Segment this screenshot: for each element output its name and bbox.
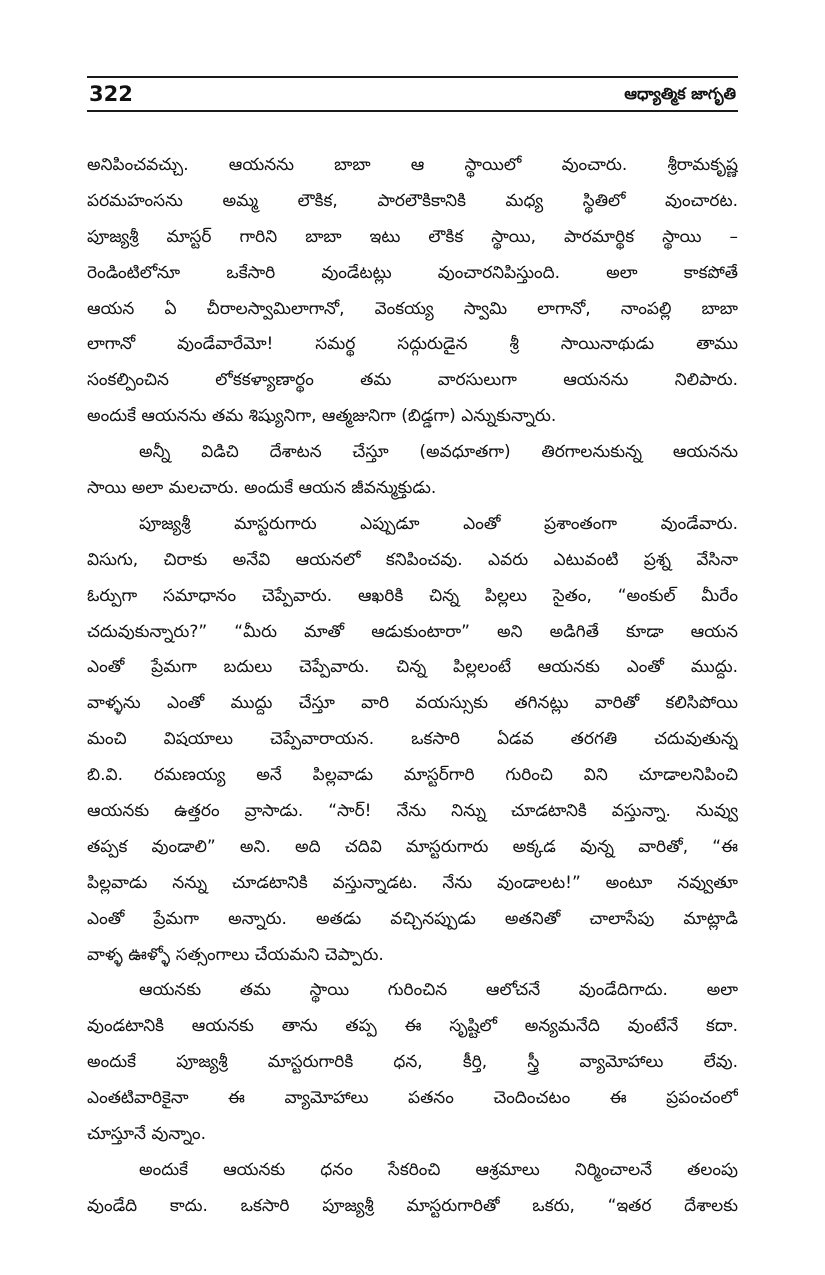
text-line: పూజ్యశ్రీ మాస్టర్ గారిని బాబా ఇటు లౌకిక స్థాయి, పారమార్థిక స్థాయి – xyxy=(87,226,738,247)
text-line: అనిపించవచ్చు. ఆయనను బాబా ఆ స్థాయిలో వుంచారు. శ్రీరామకృష్ణ xyxy=(87,155,738,175)
text-line: తప్పక వుండాలి” అని. అది చదివి మాస్టరుగారు అక్కడ వున్న వారితో, “ఈ xyxy=(87,836,738,857)
text-line: ఆయనకు తమ స్థాయి గురించిన ఆలోచనే వుండేదిగాదు. అలా xyxy=(139,980,738,1001)
text-line: ఎంతో ప్రేమగా బదులు చెప్పేవారు. చిన్న పిల్లలంటే ఆయనకు ఎంతో ముద్దు. xyxy=(87,657,738,678)
text-line: సాయి అలా మలచారు. అందుకే ఆయన జీవన్ముక్తుడు. xyxy=(87,478,437,499)
page-header xyxy=(87,76,738,112)
text-line: అందుకే ఆయనను తమ శిష్యునిగా, ఆత్మజునిగా (బిడ్డగా) ఎన్నుకున్నారు. xyxy=(87,406,557,427)
text-line: పరమహంసను అమ్మ లౌకిక, పారలౌకికానికి మధ్య స్థితిలో వుంచారట. xyxy=(87,190,738,211)
text-line: ఎంతటివారికైనా ఈ వ్యామోహాలు పతనం చెందించటం ఈ ప్రపంచంలో xyxy=(87,1088,738,1109)
page-number: 322 xyxy=(89,82,133,106)
text-line: చదువుకున్నారు?” “మీరు మాతో ఆడుకుంటారా” అని అడిగితే కూడా ఆయన xyxy=(87,621,738,642)
text-line: సంకల్పించిన లోకకళ్యాణార్థం తమ వారసులుగా ఆయనను నిలిపారు. xyxy=(87,370,738,391)
text-line: ఎంతో ప్రేమగా అన్నారు. అతడు వచ్చినప్పుడు అతనితో చాలాసేపు మాట్లాడి xyxy=(87,908,738,929)
text-line: పిల్లవాడు నన్ను చూడటానికి వస్తున్నాడట. నేను వుండాలట!” అంటూ నవ్వుతూ xyxy=(87,872,738,893)
running-title: ఆధ్యాత్మిక జాగృతి xyxy=(624,84,736,103)
text-line: అందుకే పూజ్యశ్రీ మాస్టరుగారికి ధన, కీర్తి, స్త్రీ వ్యామోహాలు లేవు. xyxy=(87,1052,738,1073)
text-line: వుండేది కాదు. ఒకసారి పూజ్యశ్రీ మాస్టరుగారితో ఒకరు, “ఇతర దేశాలకు xyxy=(87,1195,738,1216)
text-line: విసుగు, చిరాకు అనేవి ఆయనలో కనిపించవు. ఎవరు ఎటువంటి ప్రశ్న వేసినా xyxy=(87,549,738,570)
text-line: బి.వి. రమణయ్య అనే పిల్లవాడు మాస్టర్‌గారి గురించి విని చూడాలనిపించి xyxy=(87,765,738,786)
text-line: చూస్తూనే వున్నాం. xyxy=(87,1124,206,1145)
text-line: వుండటానికి ఆయనకు తాను తప్ప ఈ సృష్టిలో అన్యమనేది వుంటేనే కదా. xyxy=(87,1016,738,1037)
text-line: ఆయన ఏ చీరాలస్వామిలాగానో, వెంకయ్య స్వామి లాగానో, నాంపల్లి బాబా xyxy=(87,298,738,319)
text-line: రెండింటిలోనూ ఒకేసారి వుండేటట్లు వుంచారనిపిస్తుంది. అలా కాకపోతే xyxy=(87,262,738,283)
text-line: పూజ్యశ్రీ మాస్టరుగారు ఎప్పుడూ ఎంతో ప్రశాంతంగా వుండేవారు. xyxy=(139,513,738,534)
body-text xyxy=(87,148,738,1225)
text-line: అన్నీ విడిచి దేశాటన చేస్తూ (అవధూతగా) తిరగాలనుకున్న ఆయనను xyxy=(139,442,738,463)
text-line: లాగానో వుండేవారేమో! సమర్థ సద్గురుడైన శ్రీ సాయినాథుడు తాము xyxy=(87,334,738,355)
text-line: ఓర్పుగా సమాధానం చెప్పేవారు. ఆఖరికి చిన్న పిల్లలు సైతం, “అంకుల్ మీరేం xyxy=(87,585,738,606)
text-line: వాళ్ళ ఊళ్ళో సత్సంగాలు చేయమని చెప్పారు. xyxy=(87,944,384,965)
text-line: మంచి విషయాలు చెప్పేవారాయన. ఒకసారి ఏడవ తరగతి చదువుతున్న xyxy=(87,729,738,750)
text-line: ఆయనకు ఉత్తరం వ్రాసాడు. “సార్! నేను నిన్ను చూడటానికి వస్తున్నా. నువ్వు xyxy=(87,801,738,822)
text-line: అందుకే ఆయనకు ధనం సేకరించి ఆశ్రమాలు నిర్మించాలనే తలంపు xyxy=(139,1159,738,1180)
text-line: వాళ్ళను ఎంతో ముద్దు చేస్తూ వారి వయస్సుకు తగినట్లు వారితో కలిసిపోయి xyxy=(87,693,738,714)
